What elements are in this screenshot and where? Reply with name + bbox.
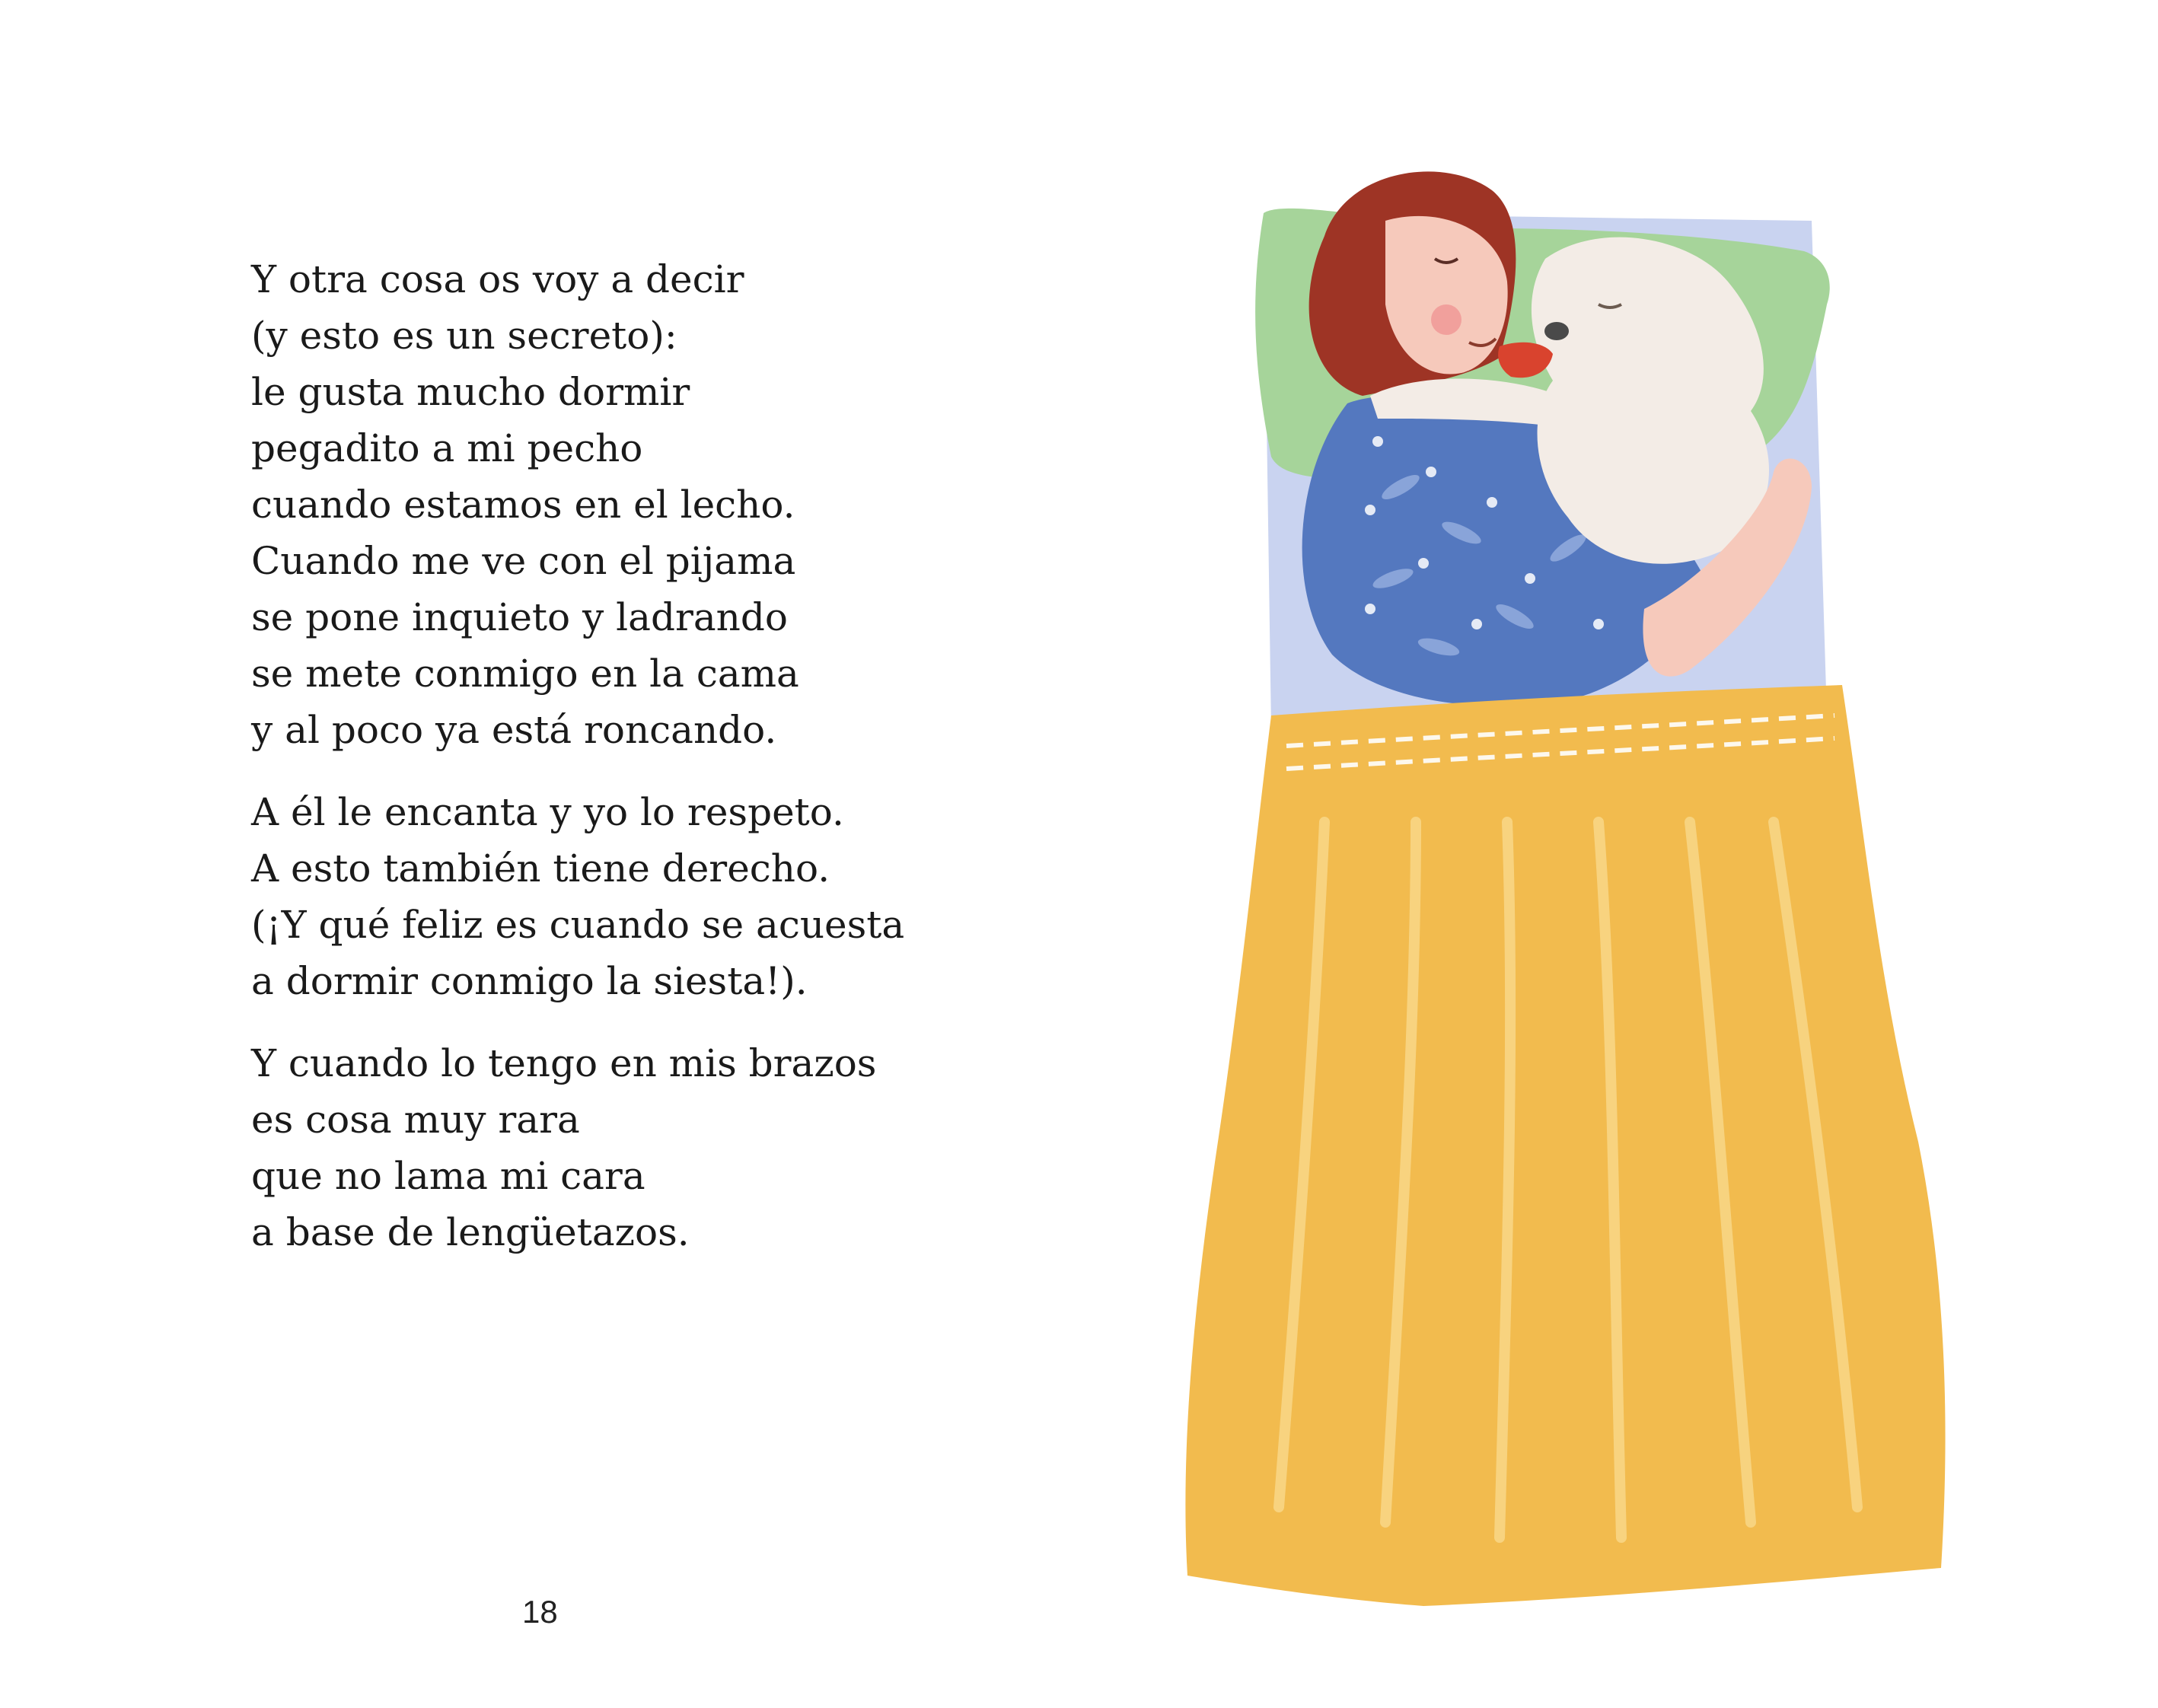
page-number: 18	[522, 1594, 558, 1630]
poem-line: Y cuando lo tengo en mis brazos	[251, 1041, 877, 1085]
poem-line: y al poco ya está roncando.	[251, 708, 777, 752]
poem-line: pegadito a mi pecho	[251, 426, 643, 470]
stanza-1	[251, 251, 936, 758]
poem-line: a base de lengüetazos.	[251, 1210, 690, 1254]
poem-line: A él le encanta y yo lo respeto.	[251, 790, 844, 834]
poem-line: Y otra cosa os voy a decir	[251, 257, 744, 301]
poem-line: cuando estamos en el lecho.	[251, 483, 795, 527]
dog-nose	[1544, 322, 1569, 340]
stanza-2	[251, 784, 936, 1009]
poem-text	[251, 251, 936, 1286]
poem-line: se mete conmigo en la cama	[251, 652, 799, 696]
poem-line: se pone inquieto y ladrando	[251, 595, 788, 639]
poem-line: que no lama mi cara	[251, 1154, 645, 1198]
poem-line: (¡Y qué feliz es cuando se acuesta	[251, 903, 905, 947]
poem-line: es cosa muy rara	[251, 1098, 580, 1142]
cheek	[1431, 304, 1462, 335]
poem-line: Cuando me ve con el pijama	[251, 539, 796, 583]
poem-line: a dormir conmigo la siesta!).	[251, 959, 808, 1003]
poem-line: le gusta mucho dormir	[251, 370, 690, 414]
blanket	[1185, 685, 1945, 1606]
bed-illustration	[1172, 152, 2109, 1629]
poem-line: (y esto es un secreto):	[251, 314, 677, 358]
stanza-3	[251, 1035, 936, 1260]
poem-line: A esto también tiene derecho.	[251, 846, 830, 891]
